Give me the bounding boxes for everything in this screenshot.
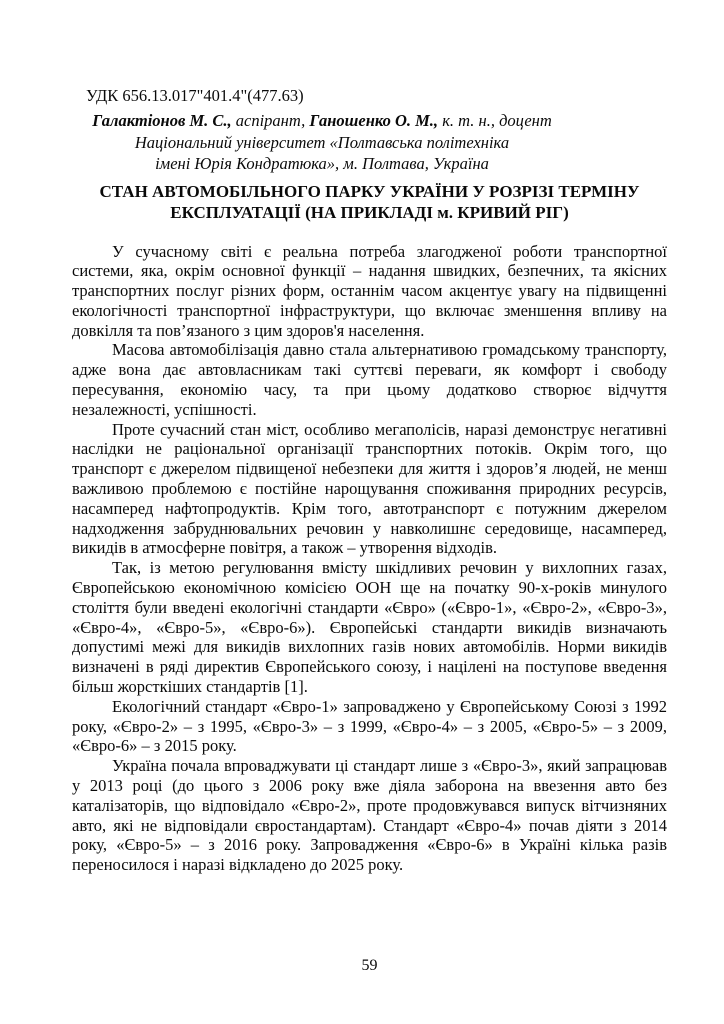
page-number: 59 <box>361 957 378 974</box>
body-paragraph: Масова автомобілізація давно стала альтернативою громадському транспорту, адже вона дає автовласникам такі суттєві переваги, як комфорт і свободу пересування, економію часу, та при цьому додатково створює відчуття незалежності, успішності. <box>72 340 667 419</box>
authors-block <box>72 110 572 175</box>
body-paragraph: У сучасному світі є реальна потреба злагодженої роботи транспортної системи, яка, окрім основної функції – надання швидких, безпечних, та якісних транспортних послуг різних форм, останнім часом акцентує увагу на підвищенні екологічності транспортної інфраструктури, що включає зменшення впливу на довкілля та пов’язаного з цим здоров'я населення. <box>72 241 667 340</box>
byline <box>72 110 572 132</box>
page-content <box>72 86 667 875</box>
author-role: аспірант, <box>235 111 306 130</box>
body-paragraph: Проте сучасний стан міст, особливо мегаполісів, наразі демонструє негативні наслідки не раціональної організації транспортних потоків. Окрім того, що транспорт є джерелом підвищеної небезпеки для життя і здоров’я людей, не менш важливою проблемою є постійне нарощування споживання природних ресурсів, насамперед нафтопродуктів. Крім того, автотранспорт є потужним джерелом надходження забруднювальних речовин у навколишнє середовище, насамперед, викидів в атмосферне повітря, а також – утворення відходів. <box>72 419 667 558</box>
author-name: Ганошенко О. М., <box>309 111 439 130</box>
author-name: Галактіонов М. С., <box>92 111 232 130</box>
body-paragraph: Так, із метою регулювання вмісту шкідливих речовин у вихлопних газах, Європейською економічною комісією ООН ще на початку 90-х-років минулого століття були введені екологічні стандарти «Євро» («Євро-1», «Євро-2», «Євро-3», «Євро-4», «Євро-5», «Євро-6»). Європейські стандарти викидів визначають допустимі межі для викидів вихлопних газів нових автомобілів. Норми викидів визначені в ряді директив Європейського союзу, і націлені на поступове введення більш жорсткіших стандартів [1]. <box>72 558 667 697</box>
body-paragraph: Україна почала впроваджувати ці стандарт лише з «Євро-3», який запрацював у 2013 році (до цього з 2006 року вже діяла заборона на ввезення авто без каталізаторів, що відповідало «Євро-2», проте продовжувався випуск вітчизняних авто, які не відповідали євростандартам). Стандарт «Євро-4» почав діяти з 2014 року, «Євро-5» – з 2016 року. Запровадження «Євро-6» в Україні кілька разів переносилося і наразі відкладено до 2025 року. <box>72 756 667 875</box>
affiliation: Національний університет «Полтавська політехніка імені Юрія Кондратюка», м. Полтава, Україна <box>134 132 510 173</box>
author-role: к. т. н., доцент <box>442 111 552 130</box>
body-text <box>72 242 667 876</box>
udc-classification: УДК 656.13.017"401.4"(477.63) <box>86 86 304 105</box>
paper-title: СТАН АВТОМОБІЛЬНОГО ПАРКУ УКРАЇНИ У РОЗРІЗІ ТЕРМІНУ ЕКСПЛУАТАЦІЇ (НА ПРИКЛАДІ м. КРИВИЙ РІГ) <box>99 181 640 222</box>
body-paragraph: Екологічний стандарт «Євро-1» запроваджено у Європейському Союзі з 1992 року, «Євро-2» – з 1995, «Євро-3» – з 1999, «Євро-4» – з 2005, «Євро-5» – з 2009, «Євро-6» – з 2015 року. <box>72 696 667 756</box>
